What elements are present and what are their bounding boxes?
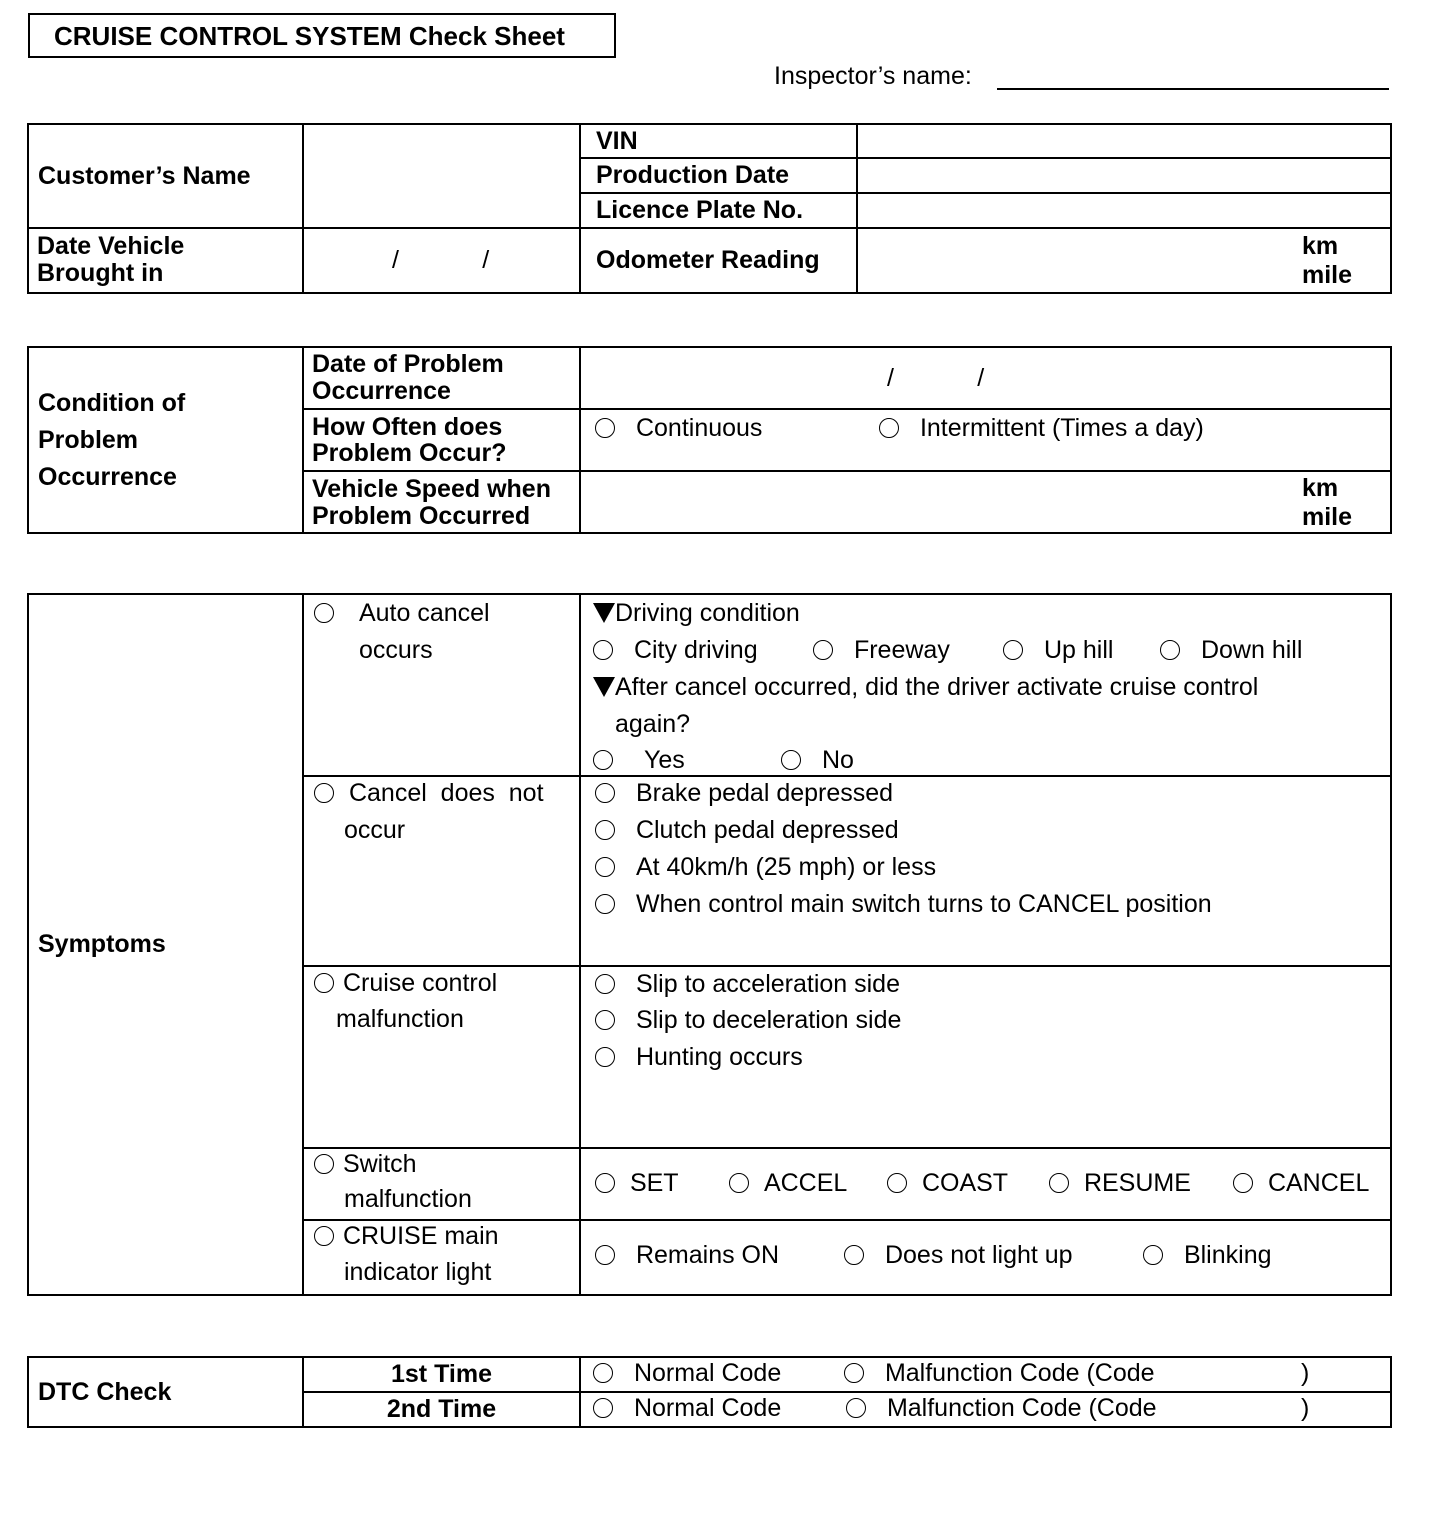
auto-cancel-details [580, 594, 1391, 776]
option-cancel-does-not-occur[interactable]: Cancel does not [314, 779, 544, 808]
odometer-label: Odometer Reading [580, 228, 857, 293]
driving-condition-heading: Driving condition [593, 599, 800, 628]
symptoms-table [27, 593, 1392, 1296]
radio-circle-icon[interactable] [595, 1245, 615, 1265]
odometer-unit-km: km [1302, 232, 1339, 260]
radio-circle-icon[interactable] [595, 1173, 615, 1193]
option-no[interactable]: No [781, 746, 854, 775]
speed-label-line2: Problem Occurred [312, 502, 531, 530]
how-often-label-line2: Problem Occur? [312, 439, 507, 467]
radio-circle-icon[interactable] [1049, 1173, 1069, 1193]
option-continuous[interactable]: Continuous [595, 414, 762, 443]
radio-circle-icon[interactable] [593, 640, 613, 660]
triangle-down-icon [593, 603, 615, 623]
option-auto-cancel[interactable]: Auto cancel [314, 599, 490, 628]
date-brought-label [28, 228, 303, 293]
radio-circle-icon[interactable] [593, 1363, 613, 1383]
production-date-field[interactable] [857, 158, 1391, 193]
radio-circle-icon[interactable] [314, 1154, 334, 1174]
option-resume[interactable]: RESUME [1049, 1169, 1191, 1198]
option-first-normal-code[interactable]: Normal Code [593, 1359, 781, 1388]
vin-field[interactable] [857, 124, 1391, 158]
symptoms-label: Symptoms [28, 594, 303, 1295]
date-brought-field[interactable]: / / [303, 228, 580, 293]
how-often-label-line1: How Often does [312, 413, 503, 441]
after-cancel-question: After cancel occurred, did the driver activate cruise control [593, 673, 1258, 702]
radio-circle-icon[interactable] [879, 418, 899, 438]
radio-circle-icon[interactable] [314, 1226, 334, 1246]
radio-circle-icon[interactable] [595, 418, 615, 438]
date-brought-label-line1: Date Vehicle [37, 232, 185, 260]
licence-plate-label: Licence Plate No. [580, 193, 857, 228]
condition-label-line2: Problem [38, 425, 139, 454]
radio-circle-icon[interactable] [844, 1245, 864, 1265]
dtc-first-options [580, 1357, 1391, 1392]
second-code-close-paren: ) [1301, 1394, 1310, 1422]
radio-circle-icon[interactable] [593, 750, 613, 770]
radio-circle-icon[interactable] [595, 974, 615, 994]
radio-circle-icon[interactable] [781, 750, 801, 770]
speed-unit-mile: mile [1302, 503, 1353, 531]
sheet-title: CRUISE CONTROL SYSTEM Check Sheet [28, 13, 616, 58]
licence-plate-field[interactable] [857, 193, 1391, 228]
switch-malfunction-label-line2: malfunction [344, 1185, 472, 1213]
option-yes[interactable]: Yes [593, 746, 685, 775]
radio-circle-icon[interactable] [595, 857, 615, 877]
malfunction-cell [303, 966, 580, 1148]
option-speed-40[interactable]: At 40km/h (25 mph) or less [595, 853, 936, 882]
option-slip-deceleration[interactable]: Slip to deceleration side [595, 1006, 901, 1035]
option-second-normal-code[interactable]: Normal Code [593, 1394, 781, 1423]
speed-field[interactable] [580, 471, 1391, 533]
option-set[interactable]: SET [595, 1169, 679, 1198]
malfunction-label-line2: malfunction [336, 1005, 464, 1033]
dtc-second-options [580, 1392, 1391, 1427]
customer-name-label: Customer’s Name [28, 124, 303, 228]
dtc-first-time-label: 1st Time [303, 1357, 580, 1392]
radio-circle-icon[interactable] [595, 783, 615, 803]
condition-table [27, 346, 1392, 534]
radio-circle-icon[interactable] [887, 1173, 907, 1193]
option-does-not-light[interactable]: Does not light up [844, 1241, 1073, 1270]
radio-circle-icon[interactable] [813, 640, 833, 660]
auto-cancel-cell [303, 594, 580, 776]
option-intermittent[interactable]: Intermittent (Times a day) [879, 414, 1204, 443]
option-down-hill[interactable]: Down hill [1160, 636, 1302, 665]
how-often-label [303, 409, 580, 471]
radio-circle-icon[interactable] [595, 894, 615, 914]
radio-circle-icon[interactable] [595, 1010, 615, 1030]
inspector-name-field[interactable] [997, 88, 1389, 90]
problem-date-field[interactable]: / / [580, 347, 1391, 409]
radio-circle-icon[interactable] [314, 973, 334, 993]
option-slip-acceleration[interactable]: Slip to acceleration side [595, 970, 900, 999]
customer-name-field[interactable] [303, 124, 580, 228]
odometer-field[interactable] [857, 228, 1391, 293]
option-city-driving[interactable]: City driving [593, 636, 758, 665]
radio-circle-icon[interactable] [1003, 640, 1023, 660]
radio-circle-icon[interactable] [729, 1173, 749, 1193]
dtc-label: DTC Check [28, 1357, 303, 1427]
customer-table [27, 123, 1392, 294]
option-switch-malfunction[interactable]: Switch [314, 1150, 417, 1179]
radio-circle-icon[interactable] [846, 1398, 866, 1418]
option-remains-on[interactable]: Remains ON [595, 1241, 779, 1270]
option-coast[interactable]: COAST [887, 1169, 1008, 1198]
option-brake-pedal[interactable]: Brake pedal depressed [595, 779, 893, 808]
indicator-options [580, 1220, 1391, 1295]
condition-label-line3: Occurrence [38, 462, 177, 491]
condition-label [28, 347, 303, 533]
option-indicator-light[interactable]: CRUISE main [314, 1222, 499, 1251]
how-often-options [580, 409, 1391, 471]
vin-label: VIN [580, 124, 857, 158]
condition-label-line1: Condition of [38, 388, 186, 417]
radio-circle-icon[interactable] [593, 1398, 613, 1418]
date-brought-label-line2: Brought in [37, 259, 164, 287]
odometer-unit-mile: mile [1302, 261, 1353, 289]
speed-label-line1: Vehicle Speed when [312, 475, 551, 503]
radio-circle-icon[interactable] [1143, 1245, 1163, 1265]
triangle-down-icon [593, 677, 615, 697]
option-blinking[interactable]: Blinking [1143, 1241, 1272, 1270]
dtc-table [27, 1356, 1392, 1428]
option-up-hill[interactable]: Up hill [1003, 636, 1113, 665]
dtc-second-time-label: 2nd Time [303, 1392, 580, 1427]
option-accel[interactable]: ACCEL [729, 1169, 847, 1198]
cancel-not-occur-details [580, 776, 1391, 966]
speed-unit-km: km [1302, 474, 1339, 502]
radio-circle-icon[interactable] [1160, 640, 1180, 660]
option-cancel[interactable]: CANCEL [1233, 1169, 1369, 1198]
indicator-light-label-line2: indicator light [344, 1258, 492, 1286]
problem-date-label-line1: Date of Problem [312, 350, 504, 378]
production-date-label: Production Date [580, 158, 857, 193]
radio-circle-icon[interactable] [314, 783, 334, 803]
option-first-malfunction-code[interactable]: Malfunction Code (Code [844, 1359, 1155, 1388]
radio-circle-icon[interactable] [1233, 1173, 1253, 1193]
auto-cancel-label-line2: occurs [359, 636, 433, 664]
after-cancel-question-line2: again? [615, 710, 691, 738]
switch-options [580, 1148, 1391, 1220]
inspector-label: Inspector’s name: [774, 62, 972, 90]
radio-circle-icon[interactable] [844, 1363, 864, 1383]
problem-date-label [303, 347, 580, 409]
speed-label [303, 471, 580, 533]
radio-circle-icon[interactable] [595, 820, 615, 840]
option-freeway[interactable]: Freeway [813, 636, 950, 665]
indicator-light-cell [303, 1220, 580, 1295]
cancel-not-occur-label-line2: occur [344, 816, 406, 844]
option-second-malfunction-code[interactable]: Malfunction Code (Code [846, 1394, 1157, 1423]
option-cruise-malfunction[interactable]: Cruise control [314, 969, 497, 998]
problem-date-label-line2: Occurrence [312, 377, 451, 405]
first-code-close-paren: ) [1301, 1359, 1310, 1387]
option-main-switch-cancel[interactable]: When control main switch turns to CANCEL position [595, 890, 1212, 919]
malfunction-details [580, 966, 1391, 1148]
cancel-not-occur-cell [303, 776, 580, 966]
switch-malfunction-cell [303, 1148, 580, 1220]
radio-circle-icon[interactable] [595, 1047, 615, 1067]
option-clutch-pedal[interactable]: Clutch pedal depressed [595, 816, 899, 845]
option-hunting[interactable]: Hunting occurs [595, 1043, 803, 1072]
radio-circle-icon[interactable] [314, 603, 334, 623]
